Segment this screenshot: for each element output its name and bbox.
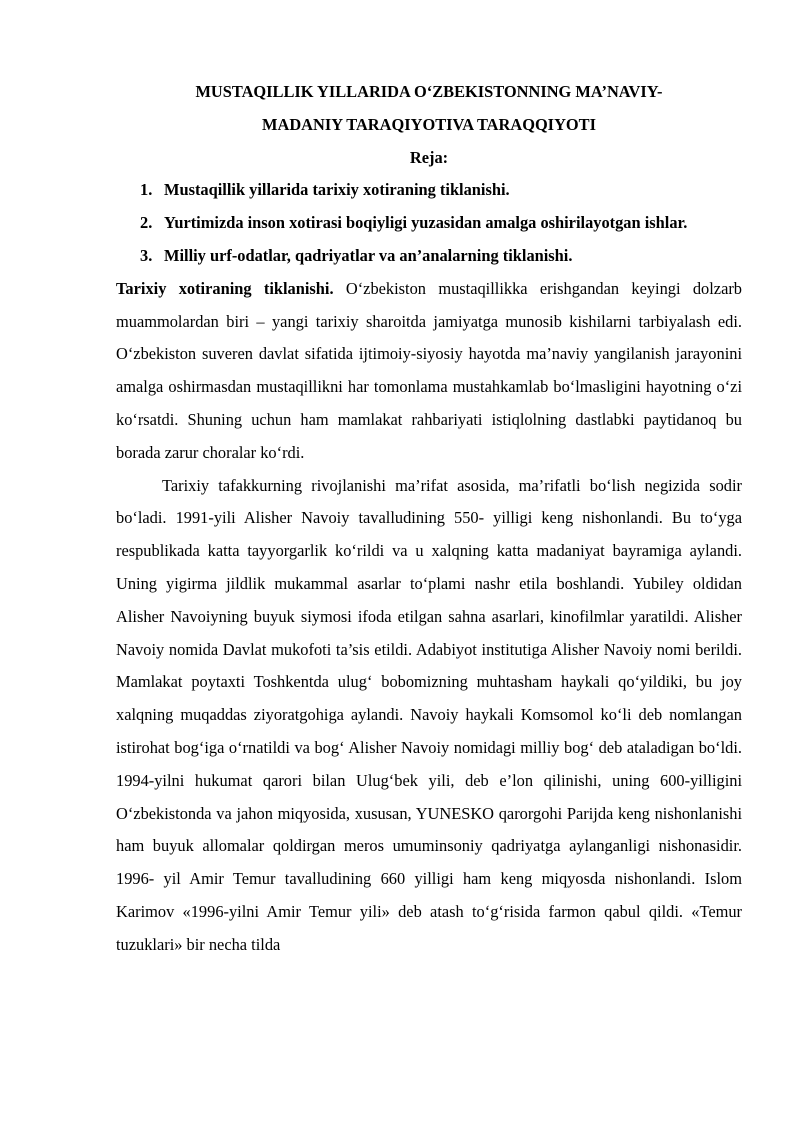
plan-item: Milliy urf-odatlar, qadriyatlar va an’analarning tiklanishi.: [164, 245, 573, 265]
body-paragraph-2: Tarixiy tafakkurning rivojlanishi ma’rifat asosida, ma’rifatli bo‘lish negizida sodir bo‘ladi. 1991-yili Alisher Navoiy tavalludining 550- yilligi keng nishonlandi. Bu to‘yga respublikada katta tayyorgarlik ko‘rildi va u xalqning katta madaniyat bayramiga aylandi. Uning yigirma jildlik mukammal asarlar to‘plami nashr etila boshlandi. Yubiley oldidan Alisher Navoiyning buyuk siymosi ifoda etilgan sahna asarlari, kinofilmlar yaratildi. Alisher Navoiy nomida Davlat mukofoti ta’sis etildi. Adabiyot institutiga Alisher Navoiy nomi berildi. Mamlakat poytaxti Toshkentda ulug‘ bobomizning muhtasham haykali qo‘yildiki, bu joy xalqning muqaddas ziyoratgohiga aylandi. Navoiy haykali Komsomol ko‘li deb nomlangan istirohat bog‘iga o‘rnatildi va bog‘ Alisher Navoiy nomidagi milliy bog‘ deb ataladigan bo‘ldi. 1994-yilni hukumat qarori bilan Ulug‘bek yili, deb e’lon qilinishi, uning 600-yilligini O‘zbekistonda va jahon miqyosida, xususan, YUNESKO qarorgohi Parijda keng nishonlanishi ham buyuk allomalar qoldirgan meros umuminsoniy qadriyatga aylanganligi nishonasidir. 1996- yil Amir Temur tavalludining 660 yilligi ham keng miqyosda nishonlandi. Islom Karimov «1996-yilni Amir Temur yili» deb atash to‘g‘risida farmon qabul qildi. «Temur tuzuklari» bir necha tilda: [116, 475, 742, 954]
document-title-line-1: MUSTAQILLIK YILLARIDA O‘ZBEKISTONNING MA’NAVIY-: [195, 82, 663, 101]
plan-heading: Reja:: [409, 147, 449, 167]
document-title-line-2: MADANIY TARAQIYOTIVA TARAQQIYOTI: [262, 114, 596, 134]
section-1-paragraph: [116, 273, 742, 470]
plan-list: [116, 174, 742, 272]
plan-item: Mustaqillik yillarida tarixiy xotiraning tiklanishi.: [164, 180, 510, 200]
section-1-text: O‘zbekiston mustaqillikka erishgandan keyingi dolzarb muammolardan biri – yangi tarixiy sharoitda jamiyatga munosib kishilarni tarbiyalash edi. O‘zbekiston suveren davlat sifatida ijtimoiy-siyosiy hayotda ma’naviy yangilanish jarayonini amalga oshirmasdan mustaqillikni har tomonlama mustahkamlab bo‘lmasligini hayotning o‘zi ko‘rsatdi. Shuning uchun ham mamlakat rahbariyati istiqlolning dastlabki paytidanoq bu borada zarur choralar ko‘rdi.: [116, 278, 742, 462]
plan-item: Yurtimizda inson xotirasi boqiyligi yuzasidan amalga oshirilayotgan ishlar.: [164, 213, 688, 233]
document-page: [116, 76, 742, 962]
section-1-lead: Tarixiy xotiraning tiklanishi.: [116, 278, 334, 298]
